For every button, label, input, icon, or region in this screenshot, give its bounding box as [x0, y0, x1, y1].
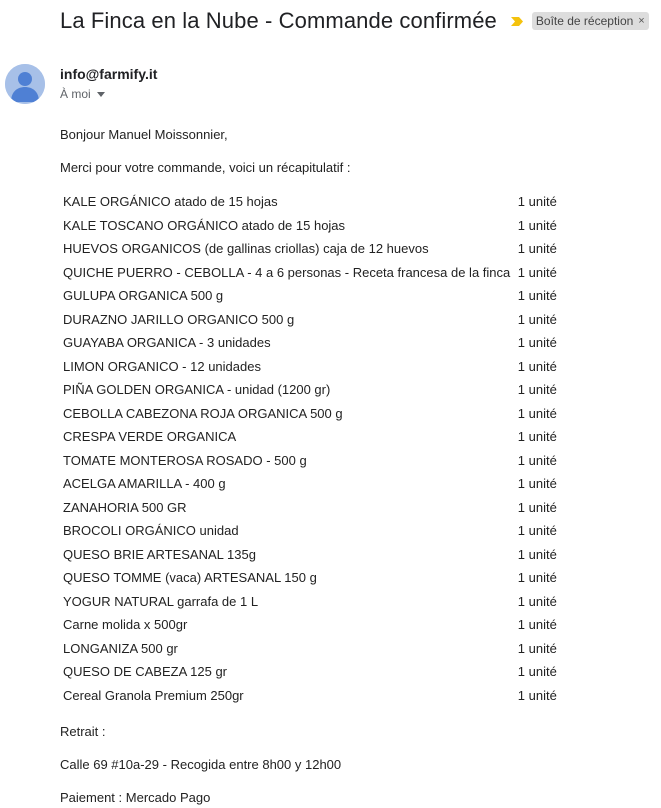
payment-method: Paiement : Mercado Pago — [60, 790, 211, 805]
table-row — [60, 355, 560, 379]
item-name: KALE TOSCANO ORGÁNICO atado de 15 hojas — [63, 217, 346, 233]
table-row — [60, 496, 560, 520]
recipient-text: À moi — [60, 87, 91, 101]
table-row — [60, 613, 560, 637]
item-quantity: 1 unité — [517, 335, 557, 351]
item-name: LIMON ORGANICO - 12 unidades — [63, 358, 261, 374]
item-quantity: 1 unité — [517, 476, 557, 492]
pickup-address: Calle 69 #10a-29 - Recogida entre 8h00 y 12h00 — [60, 757, 342, 772]
table-row — [60, 472, 560, 496]
item-name: Cereal Granola Premium 250gr — [63, 687, 244, 703]
item-quantity: 1 unité — [517, 570, 557, 586]
item-name: QUESO DE CABEZA 125 gr — [63, 664, 228, 680]
item-quantity: 1 unité — [517, 382, 557, 398]
sender-address[interactable]: info@farmify.it — [60, 66, 158, 82]
table-row — [60, 190, 560, 214]
table-row — [60, 214, 560, 238]
order-items-table — [60, 190, 560, 707]
item-name: LONGANIZA 500 gr — [63, 640, 178, 656]
item-quantity: 1 unité — [517, 217, 557, 233]
greeting: Bonjour Manuel Moissonnier, — [60, 127, 228, 142]
table-row — [60, 378, 560, 402]
item-name: YOGUR NATURAL garrafa de 1 L — [63, 593, 259, 609]
importance-marker-icon[interactable] — [509, 14, 524, 29]
recipient-toggle[interactable] — [60, 87, 105, 101]
item-quantity: 1 unité — [517, 546, 557, 562]
item-name: ZANAHORIA 500 GR — [63, 499, 187, 515]
item-quantity: 1 unité — [517, 452, 557, 468]
item-quantity: 1 unité — [517, 311, 557, 327]
item-name: GULUPA ORGANICA 500 g — [63, 288, 224, 304]
item-name: QUICHE PUERRO - CEBOLLA - 4 a 6 personas - Receta francesa de la finca — [63, 264, 511, 280]
item-quantity: 1 unité — [517, 194, 557, 210]
table-row — [60, 331, 560, 355]
intro-text: Merci pour votre commande, voici un récapitulatif : — [60, 160, 351, 175]
item-quantity: 1 unité — [517, 405, 557, 421]
item-quantity: 1 unité — [517, 593, 557, 609]
person-avatar-icon — [5, 64, 45, 104]
item-name: HUEVOS ORGANICOS (de gallinas criollas) caja de 12 huevos — [63, 241, 429, 257]
table-row — [60, 261, 560, 285]
table-row — [60, 519, 560, 543]
item-name: Carne molida x 500gr — [63, 617, 188, 633]
email-subject: La Finca en la Nube - Commande confirmée — [60, 8, 497, 33]
item-quantity: 1 unité — [517, 499, 557, 515]
pickup-label: Retrait : — [60, 724, 106, 739]
table-row — [60, 237, 560, 261]
item-name: PIÑA GOLDEN ORGANICA - unidad (1200 gr) — [63, 382, 331, 398]
item-name: ACELGA AMARILLA - 400 g — [63, 476, 226, 492]
item-name: BROCOLI ORGÁNICO unidad — [63, 523, 239, 539]
item-name: CRESPA VERDE ORGANICA — [63, 429, 237, 445]
subject-row — [60, 8, 649, 34]
table-row — [60, 637, 560, 661]
table-row — [60, 449, 560, 473]
item-name: GUAYABA ORGANICA - 3 unidades — [63, 335, 271, 351]
table-row — [60, 543, 560, 567]
item-name: QUESO TOMME (vaca) ARTESANAL 150 g — [63, 570, 317, 586]
item-quantity: 1 unité — [517, 288, 557, 304]
item-name: TOMATE MONTEROSA ROSADO - 500 g — [63, 452, 307, 468]
item-name: CEBOLLA CABEZONA ROJA ORGANICA 500 g — [63, 405, 343, 421]
item-quantity: 1 unité — [517, 429, 557, 445]
inbox-label-chip — [532, 12, 649, 30]
table-row — [60, 590, 560, 614]
table-row — [60, 308, 560, 332]
item-quantity: 1 unité — [517, 264, 557, 280]
item-quantity: 1 unité — [517, 358, 557, 374]
table-row — [60, 566, 560, 590]
table-row — [60, 402, 560, 426]
remove-label-icon[interactable]: × — [638, 15, 645, 27]
item-name: QUESO BRIE ARTESANAL 135g — [63, 546, 256, 562]
item-quantity: 1 unité — [517, 617, 557, 633]
item-name: DURAZNO JARILLO ORGANICO 500 g — [63, 311, 295, 327]
table-row — [60, 425, 560, 449]
table-row — [60, 284, 560, 308]
item-quantity: 1 unité — [517, 523, 557, 539]
item-quantity: 1 unité — [517, 241, 557, 257]
item-quantity: 1 unité — [517, 687, 557, 703]
table-row — [60, 660, 560, 684]
item-quantity: 1 unité — [517, 640, 557, 656]
item-quantity: 1 unité — [517, 664, 557, 680]
inbox-label-text: Boîte de réception — [535, 14, 634, 28]
table-row — [60, 684, 560, 708]
caret-down-icon[interactable] — [97, 92, 105, 97]
item-name: KALE ORGÁNICO atado de 15 hojas — [63, 194, 278, 210]
